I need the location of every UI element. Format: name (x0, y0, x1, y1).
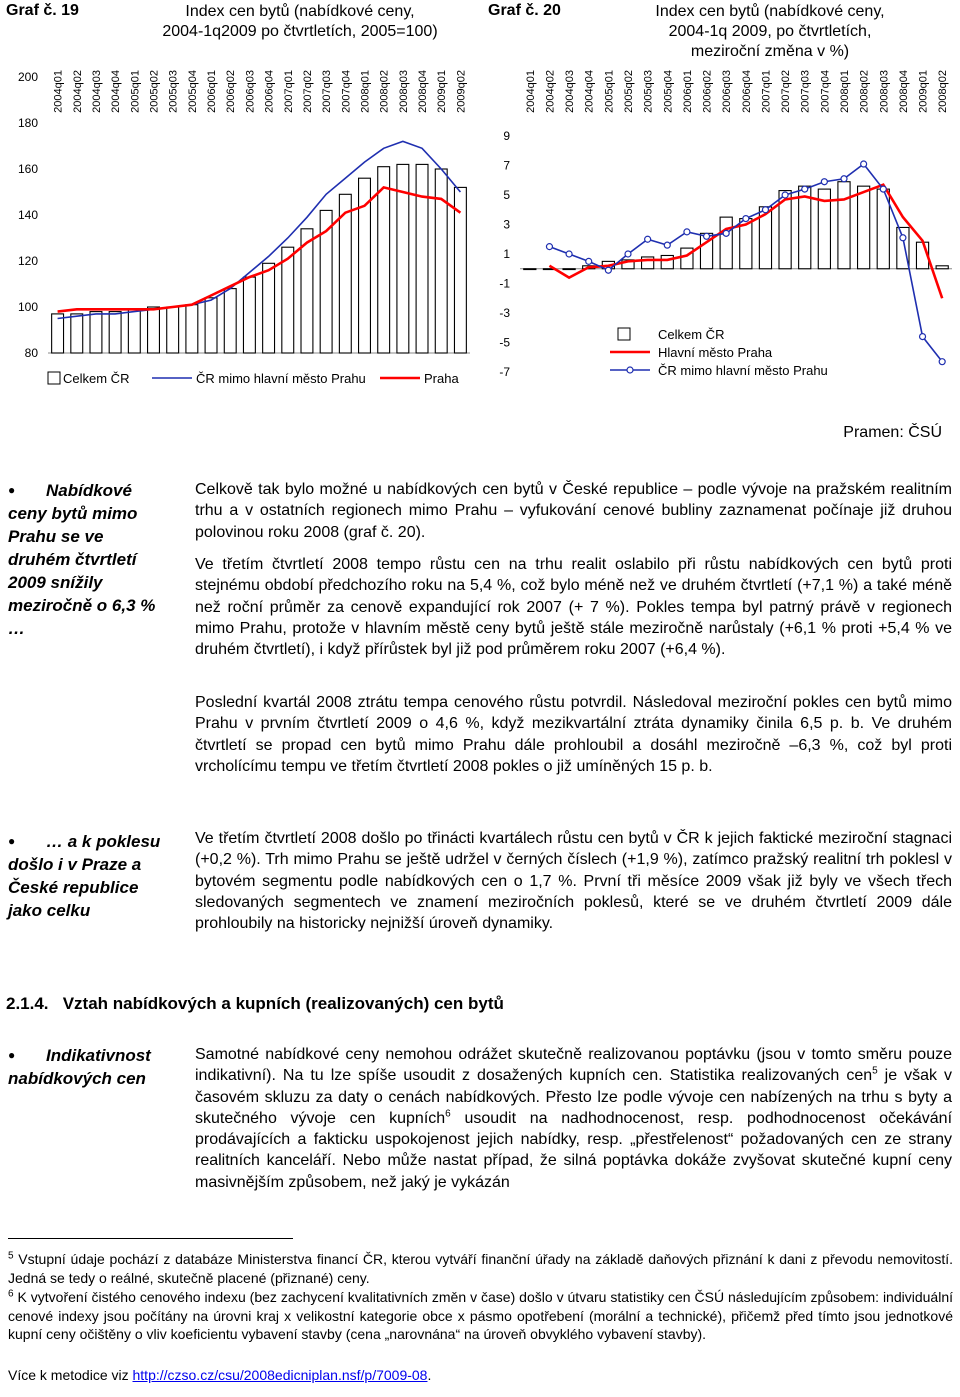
footnote-ref: 6 (445, 1108, 451, 1120)
y-tick-label: 200 (17, 70, 38, 84)
chart19-svg (0, 60, 478, 405)
side-note-3 (8, 1044, 183, 1090)
mimo-marker (861, 161, 867, 167)
side-note-2-line: … a k poklesu (46, 832, 161, 851)
side-note-1-line: ceny bytů mimo (8, 504, 138, 523)
bar (148, 307, 160, 353)
bar (109, 312, 121, 353)
x-tick-label: 2008q04 (897, 70, 910, 113)
x-tick-label: 2005q02 (623, 70, 635, 113)
y-tick-label: -5 (499, 335, 510, 350)
bar (186, 305, 198, 353)
bar (224, 289, 236, 353)
legend-label: Celkem ČR (63, 371, 130, 386)
chart19-number: Graf č. 19 (6, 2, 79, 19)
x-tick-label: 2004q03 (90, 70, 103, 113)
mimo-marker (586, 258, 592, 264)
mimo-marker (645, 236, 651, 242)
x-tick-label: 2008q01 (839, 70, 851, 113)
legend-bar-swatch (48, 372, 60, 384)
x-tick-label: 2004q02 (71, 70, 84, 113)
footnote-5 (8, 1250, 953, 1287)
mimo-marker (802, 186, 808, 192)
y-tick-label: 180 (17, 116, 38, 130)
bar (243, 277, 255, 353)
x-tick-label: 2007q03 (799, 70, 812, 113)
bar (90, 312, 102, 353)
legend-label: Hlavní město Praha (658, 345, 773, 360)
methodology-link[interactable]: http://czso.cz/csu/2008edicniplan.nsf/p/7009-08 (132, 1367, 428, 1383)
paragraph: Celkově tak bylo možné u nabídkových cen bytů v České republice – podle vývoje na pražském realitním trhu a v ostatních regionech mimo Prahu – vyfukování cenové bubliny zaznamenat počínaje již druhou polovinou roku 2008 (graf č. 20). (195, 481, 952, 541)
x-tick-label: 2008q03 (397, 70, 410, 113)
footnote-6 (8, 1288, 953, 1344)
footnote-separator (8, 1238, 293, 1239)
paragraph (195, 1044, 952, 1193)
chart20-title-line1: Index cen bytů (nabídkové ceny, (655, 3, 885, 20)
x-tick-label: 2006q03 (721, 70, 734, 113)
legend-marker (627, 367, 633, 373)
x-tick-label: 2005q02 (148, 70, 161, 113)
bar (563, 269, 575, 270)
bar (52, 314, 64, 353)
paragraph-part: Samotné nabídkové ceny nemohou odrážet skutečně realizovanou poptávku (jsou v tomto směru pouze indikativní). Na tu lze spíše usoudit z dosažených kupních cen. Statistika realizovaných cen (195, 1046, 952, 1085)
mimo-marker (625, 251, 631, 257)
y-tick-label: 1 (503, 247, 510, 261)
mimo-marker (782, 192, 788, 198)
y-tick-label: 80 (24, 346, 38, 360)
x-tick-label: 2006q01 (206, 70, 219, 113)
mimo-marker (664, 242, 670, 248)
chart19-title-line2: 2004-1q2009 po čtvrtletích, 2005=100) (162, 23, 438, 40)
source-note: Pramen: ČSÚ (843, 424, 942, 441)
x-tick-label: 2008q02 (378, 70, 391, 113)
x-tick-label: 2007q02 (780, 70, 793, 113)
y-tick-label: 7 (503, 158, 510, 173)
legend-label: Praha (424, 371, 459, 386)
y-tick-label: -3 (499, 306, 510, 320)
mimo-marker (605, 267, 611, 273)
x-tick-label: 2009q02 (455, 70, 468, 113)
methodology-note (8, 1366, 953, 1385)
side-note-1-line: druhém čtvrtletí (8, 550, 137, 569)
x-tick-label: 2008q01 (359, 70, 372, 113)
bullet-icon: ● (8, 834, 16, 848)
mimo-marker (821, 179, 827, 185)
legend-bar-swatch (618, 328, 630, 340)
side-note-1-line: Prahu se ve (8, 527, 104, 546)
bar (661, 255, 673, 268)
bar (435, 169, 447, 353)
x-tick-label: 2005q01 (603, 70, 616, 113)
x-tick-label: 2007q04 (340, 70, 353, 113)
x-tick-label: 2007q01 (282, 70, 295, 113)
x-tick-label: 2006q01 (681, 70, 694, 113)
x-tick-label: 2005q03 (167, 70, 180, 113)
y-tick-label: 100 (17, 300, 38, 314)
legend-label: Celkem ČR (658, 327, 725, 342)
bar (416, 164, 428, 353)
chart20-number: Graf č. 20 (488, 2, 561, 19)
mimo-marker (566, 251, 572, 257)
bar (858, 186, 870, 269)
side-note-2-line: jako celku (8, 901, 91, 920)
x-tick-label: 2007q03 (321, 70, 334, 113)
mimo-marker (723, 230, 729, 236)
chart19-title-line1: Index cen bytů (nabídkové ceny, (185, 3, 415, 20)
chart20-title-line3: meziroční změna v %) (690, 43, 850, 60)
bar (282, 247, 294, 353)
x-tick-label: 2007q04 (819, 70, 832, 113)
footnote-mark: 5 (8, 1250, 14, 1262)
x-tick-label: 2006q03 (244, 70, 257, 113)
paragraph: Ve třetím čtvrtletí 2008 tempo růstu cen na trhu realit oslabilo při růstu nabídkových cen bytů proti stejnému období předchozího roku na 5,4 %, což bylo méně než ve druhém čtvrtletí (+7,1 %) a také méně než roční průměr za cenově expandující rok 2007 (+ 7 %). Pokles tempa byl patrný právě v regionech mimo Prahu, protože v hlavním městě ceny bytů ještě stále meziročně narůstaly (+6,1 % proti +5,4 % ve druhém čtvrtletí), i když přírůstek byl již pod průměrem roku 2007 (+6,4 %). (195, 556, 952, 659)
bar (936, 266, 948, 269)
section-heading: 2.1.4. Vztah nabídkových a kupních (realizovaných) cen bytů (6, 994, 504, 1013)
y-tick-label: -1 (499, 276, 510, 291)
x-tick-label: 2007q01 (760, 70, 773, 113)
x-tick-label: 2004q04 (583, 70, 596, 113)
side-note-2-line: došlo i v Praze a (8, 855, 142, 874)
y-tick-label: 140 (17, 208, 38, 222)
chart20-title-line2: 2004-1q 2009, po čtvrtletích, (668, 23, 872, 40)
chart20-svg (490, 60, 960, 405)
side-note-1 (8, 479, 183, 640)
methodology-text: Více k metodice viz (8, 1367, 133, 1383)
paragraph-part: usoudit na nadhodnocenost, resp. podhodnocenost očekávání prodávajících a fakticku uspokojenost jejich nabídky, resp. „přestřelenost“ požadovaných cen ze strany realitních kanceláří. Nebo může nastat případ, že silná poptávka dokáže zvyšovat skutečné kupní ceny masivnějším způsobem, než jaký je vykázán (195, 1109, 953, 1191)
paragraph-part: je však v časovém skluzu za daty o cenách nabídkových. Přesto lze podle vývoje cen nabízených na trhu s byty a skutečného vývoje cen kupních (195, 1067, 953, 1127)
x-tick-label: 2006q04 (263, 70, 276, 113)
y-tick-label: 120 (17, 254, 38, 268)
footnote-text: Vstupní údaje pochází z databáze Ministerstva financí ČR, kterou vytváří finanční úřady na základě daňových přiznání k dani z převodu nemovitostí. Jedná se tedy o reálné, skutečně placené (přiznané) ceny. (8, 1251, 953, 1286)
x-tick-label: 2006q02 (701, 70, 714, 113)
x-tick-label: 2004q03 (564, 70, 577, 113)
side-note-2 (8, 830, 183, 922)
x-tick-label: 2004q04 (110, 70, 123, 113)
x-tick-label: 2004q02 (544, 70, 557, 113)
x-tick-label: 2005q04 (186, 70, 199, 113)
mimo-marker (939, 359, 945, 365)
x-tick-label: 2008q02 (937, 70, 950, 113)
mimo-marker (546, 244, 552, 250)
footnote-ref: 5 (872, 1065, 878, 1077)
y-tick-label: 9 (503, 129, 510, 143)
mimo-marker (920, 334, 926, 340)
mimo-marker (762, 207, 768, 213)
side-note-3-line: nabídkových cen (8, 1069, 146, 1088)
x-tick-label: 2009q01 (917, 70, 930, 113)
legend-label: ČR mimo hlavní město Prahu (658, 363, 828, 378)
x-tick-label: 2008q03 (878, 70, 891, 113)
side-note-3-line: Indikativnost (46, 1046, 151, 1065)
x-tick-label: 2006q02 (225, 70, 238, 113)
bar (71, 314, 83, 353)
footnote-text: K vytvoření čistého cenového indexu (bez zachycení kvalitativních změn v čase) došlo v útvaru statistiky cen ČSÚ následujícím způsobem: individuální cenové indexy jsou počítány na úrovni kraj x velikostní kategorie obce x pásmo opotřebení (morální a technické), přičemž před tímto jsou jednotkové kupní ceny očištěny o vliv koeficientu vybavení stavby (cena „narovnána“ na úroveň obvyklého vybavení stavby). (8, 1289, 953, 1343)
paragraph: Poslední kvartál 2008 ztrátu tempa cenového růstu potvrdil. Následoval meziroční pokles cen bytů mimo Prahu v prvním čtvrtletí 2009 o 4,6 %, když mezikvartální ztráta dynamiky činila 6,5 p. b. Ve druhém čtvrtletí se propad cen bytů mimo Prahu dále prohloubil a dosáhl meziročně –6,3 %, což byl proti vrcholícímu tempu ve třetím čtvrtletí 2008 pokles o již umíněných 15 p. b. (195, 694, 952, 775)
x-tick-label: 2008q04 (417, 70, 430, 113)
x-tick-label: 2005q04 (662, 70, 675, 113)
y-tick-label: 160 (17, 162, 38, 176)
mimo-marker (684, 229, 690, 235)
chart20-title (600, 2, 940, 62)
legend-label: ČR mimo hlavní město Prahu (196, 371, 366, 386)
mimo-marker (743, 216, 749, 222)
y-tick-label: 5 (503, 188, 510, 202)
side-note-2-line: České republice (8, 878, 139, 897)
y-tick-label: 3 (503, 217, 510, 232)
bar (720, 217, 732, 269)
x-tick-label: 2005q01 (129, 70, 142, 113)
mimo-marker (880, 186, 886, 192)
methodology-end: . (427, 1367, 432, 1383)
side-note-1-line: … (8, 619, 25, 638)
side-note-1-line: 2009 snížily (8, 573, 103, 592)
x-tick-label: 2008q02 (858, 70, 871, 113)
bar (378, 167, 390, 353)
bar (838, 182, 850, 269)
x-tick-label: 2009q01 (436, 70, 449, 113)
bar (524, 269, 536, 270)
bar (128, 309, 140, 353)
paragraph: Ve třetím čtvrtletí 2008 došlo po třinácti kvartálech růstu cen bytů v ČR k jejich faktické meziroční stagnaci (+0,2 %). Trh mimo Prahu se ještě udržel v černých číslech (+1,9 %), zatímco pražský realitní trh poklesl v bytovém segmentu podle nabídkových cen o 1,7 %. První tři měsíce 2009 však již byly ve všech třech sledovaných segmentech ve znamení meziročních poklesů, které se ve druhém čtvrtletí 2009 dále prohloubily na historicky nejnižší úroveň dynamiky. (195, 830, 952, 933)
bar (167, 307, 179, 353)
mimo-marker (704, 233, 710, 239)
x-tick-label: 2007q02 (301, 70, 314, 113)
bar (263, 263, 275, 353)
footnote-mark: 6 (8, 1288, 14, 1300)
side-note-1-line: meziročně o 6,3 % (8, 596, 156, 615)
bullet-icon: ● (8, 1048, 16, 1062)
x-tick-label: 2005q03 (642, 70, 655, 113)
chart19-title (120, 2, 480, 42)
x-tick-label: 2006q04 (740, 70, 753, 113)
x-tick-label: 2004q01 (524, 70, 537, 113)
bullet-icon: ● (8, 483, 16, 497)
bar (205, 298, 217, 353)
side-note-1-line: Nabídkové (46, 481, 132, 500)
mimo-marker (841, 176, 847, 182)
x-tick-label: 2004q01 (52, 70, 65, 113)
y-tick-label: -7 (499, 365, 510, 379)
mimo-marker (900, 235, 906, 241)
